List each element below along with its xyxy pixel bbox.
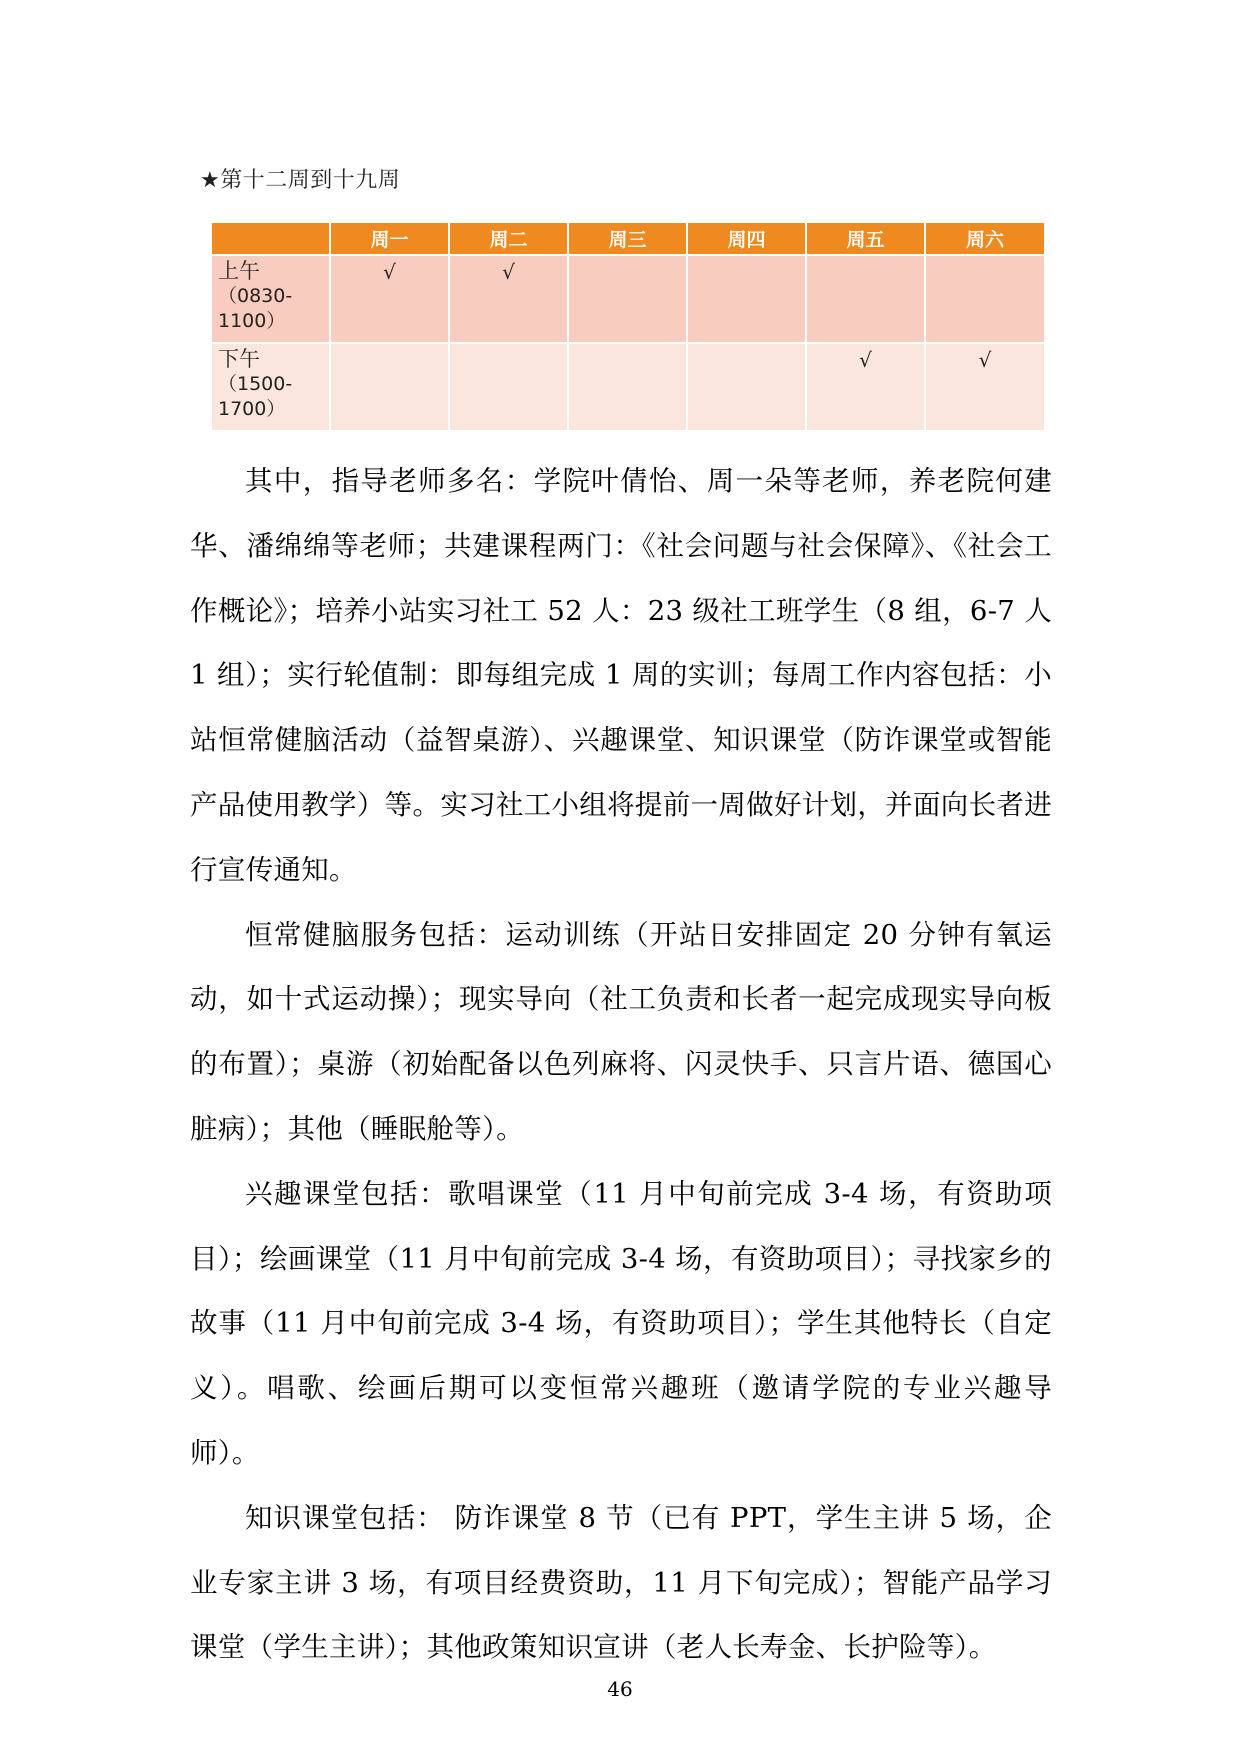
row-time: （1500-1700）: [218, 373, 293, 420]
check-mark-cell: [330, 343, 449, 431]
check-mark-cell: √: [806, 343, 925, 431]
header-cell-wednesday: 周三: [568, 222, 687, 255]
check-mark-cell: √: [449, 255, 568, 343]
check-mark-cell: √: [925, 343, 1045, 431]
row-header-morning: [211, 255, 330, 343]
header-cell-friday: 周五: [806, 222, 925, 255]
paragraph-interest-classes: 兴趣课堂包括：歌唱课堂（11 月中旬前完成 3-4 场，有资助项目）；绘画课堂（11 月中旬前完成 3-4 场，有资助项目）；寻找家乡的故事（11 月中旬前完成 3-4 场，有资助项目）；学生其他特长（自定义）。唱歌、绘画后期可以变恒常兴趣班（邀请学院的专业兴趣导师）。: [190, 1177, 1052, 1469]
header-cell-tuesday: 周二: [449, 222, 568, 255]
paragraph-knowledge-classes: 知识课堂包括： 防诈课堂 8 节（已有 PPT，学生主讲 5 场，企业专家主讲 3 场，有项目经费资助，11 月下旬完成）；智能产品学习课堂（学生主讲）；其他政策知识宣讲（老人长寿金、长护险等）。: [190, 1501, 1052, 1664]
paragraph-brain-health-services: 恒常健脑服务包括：运动训练（开站日安排固定 20 分钟有氧运动，如十式运动操）；现实导向（社工负责和长者一起完成现实导向板的布置）；桌游（初始配备以色列麻将、闪灵快手、只言片语、德国心脏病）；其他（睡眠舱等）。: [190, 918, 1052, 1145]
paragraph-instructors-and-courses: 其中，指导老师多名：学院叶倩怡、周一朵等老师，养老院何建华、潘绵绵等老师；共建课程两门：《社会问题与社会保障》、《社会工作概论》；培养小站实习社工 52 人：23 级社工班学生（8 组，6-7 人 1 组）；实行轮值制：即每组完成 1 周的实训；每周工作内容包括：小站恒常健脑活动（益智桌游）、兴趣课堂、知识课堂（防诈课堂或智能产品使用教学）等。实习社工小组将提前一周做好计划，并面向长者进行宣传通知。: [190, 465, 1052, 886]
check-mark-cell: [449, 343, 568, 431]
row-time: （0830-1100）: [218, 285, 293, 332]
table-row-afternoon: [211, 343, 1045, 431]
header-cell-thursday: 周四: [687, 222, 806, 255]
page-number: 46: [607, 1677, 633, 1701]
header-cell-saturday: 周六: [925, 222, 1045, 255]
check-mark-cell: [687, 255, 806, 343]
check-mark-cell: [687, 343, 806, 431]
row-header-afternoon: [211, 343, 330, 431]
check-mark-cell: [925, 255, 1045, 343]
check-mark-cell: [806, 255, 925, 343]
header-cell-monday: 周一: [330, 222, 449, 255]
table-row-morning: [211, 255, 1045, 343]
table-header-row: [211, 222, 1045, 255]
table-caption: ★第十二周到十九周: [200, 168, 401, 193]
check-mark-cell: [568, 343, 687, 431]
body-text: [190, 449, 1052, 1680]
schedule-table: [210, 221, 1046, 432]
check-mark-cell: √: [330, 255, 449, 343]
header-cell-corner: [211, 222, 330, 255]
check-mark-cell: [568, 255, 687, 343]
row-label: 下午: [218, 347, 260, 371]
row-label: 上午: [218, 259, 260, 283]
